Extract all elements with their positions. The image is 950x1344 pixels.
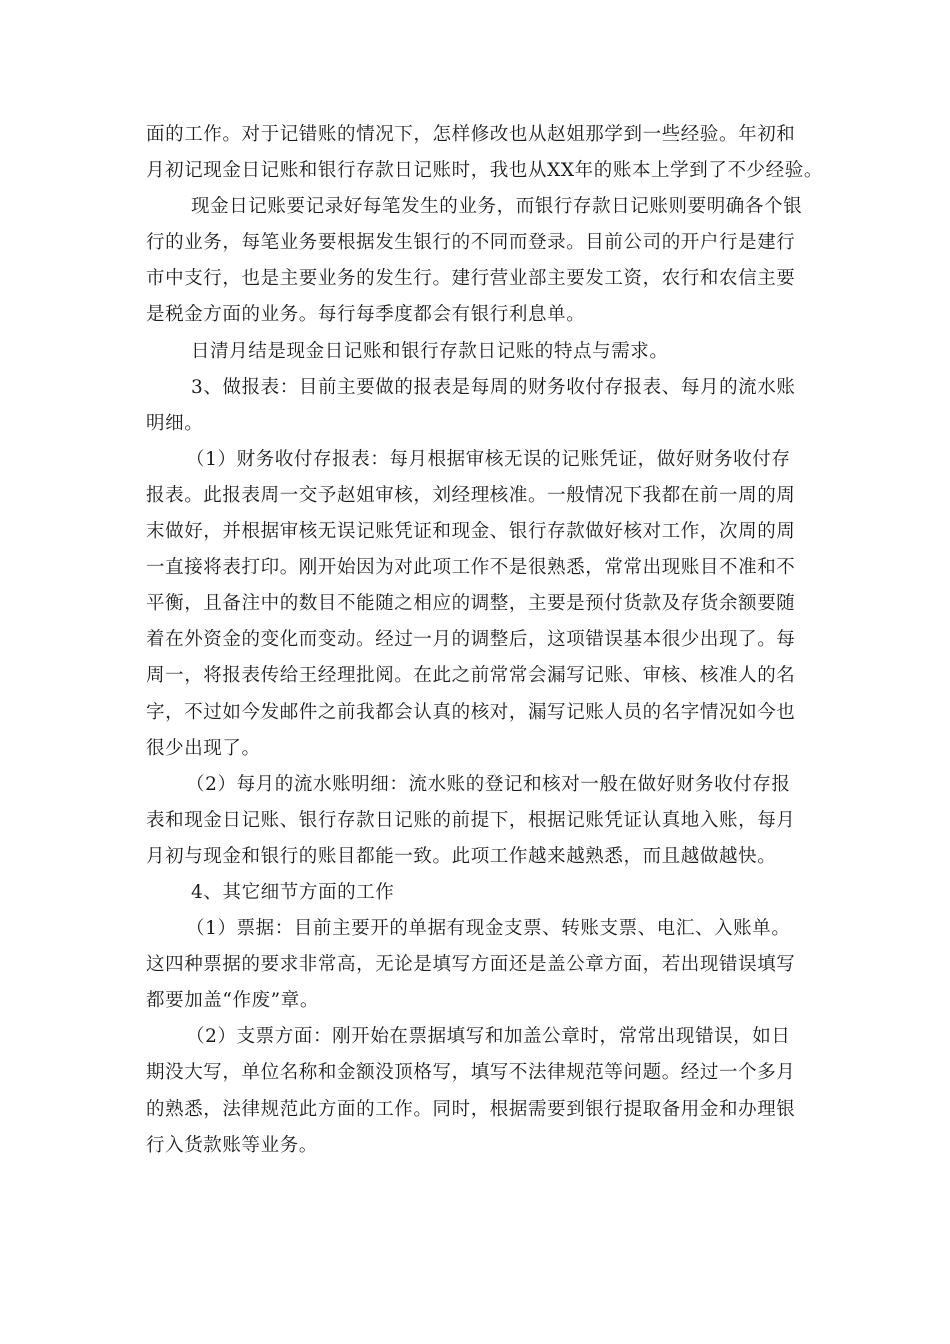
text-line: 字，不过如今发邮件之前我都会认真的核对，漏写记账人员的名字情况如今也 xyxy=(146,701,796,723)
text-line: 表和现金日记账、银行存款日记账的前提下，根据记账凭证认真地入账，每月 xyxy=(146,809,796,831)
text-line: 报表。此报表周一交予赵姐审核，刘经理核准。一般情况下我都在前一周的周 xyxy=(146,484,796,506)
text-line: 很少出现了。 xyxy=(146,737,261,759)
text-line: 这四种票据的要求非常高，无论是填写方面还是盖公章方面，若出现错误填写 xyxy=(146,954,796,976)
paragraph-first-line: 日清月结是现金日记账和银行存款日记账的特点与需求。 xyxy=(191,340,669,362)
subsection-first-line: （2）支票方面：刚开始在票据填写和加盖公章时，常常出现错误，如日 xyxy=(186,1026,791,1048)
text-line: 周一，将报表传给王经理批阅。在此之前常常会漏写记账、审核、核准人的名 xyxy=(146,665,796,687)
text-line: 行入货款账等业务。 xyxy=(146,1134,318,1156)
text-line: 都要加盖“作废”章。 xyxy=(146,990,319,1012)
text-line: 的熟悉，法律规范此方面的工作。同时，根据需要到银行提取备用金和办理银 xyxy=(146,1098,796,1120)
text-line: 月初记现金日记账和银行存款日记账时，我也从XX年的账本上学到了不少经验。 xyxy=(146,160,823,182)
section-heading: 4、其它细节方面的工作 xyxy=(191,881,395,903)
paragraph-first-line: 现金日记账要记录好每笔发生的业务，而银行存款日记账则要明确各个银 xyxy=(191,196,803,218)
text-line: 市中支行，也是主要业务的发生行。建行营业部主要发工资，农行和农信主要 xyxy=(146,268,796,290)
text-line: 是税金方面的业务。每行每季度都会有银行利息单。 xyxy=(146,304,586,326)
text-line: 面的工作。对于记错账的情况下，怎样修改也从赵姐那学到一些经验。年初和 xyxy=(146,124,796,145)
section-heading: 3、做报表：目前主要做的报表是每周的财务收付存报表、每月的流水账 xyxy=(191,376,796,398)
text-line: 期没大写，单位名称和金额没顶格写，填写不法律规范等问题。经过一个多月 xyxy=(146,1062,796,1084)
text-line: 行的业务，每笔业务要根据发生银行的不同而登录。目前公司的开户行是建行 xyxy=(146,232,796,254)
subsection-first-line: （1）票据：目前主要开的单据有现金支票、转账支票、电汇、入账单。 xyxy=(186,918,791,940)
text-line: 一直接将表打印。刚开始因为对此项工作不是很熟悉，常常出现账目不准和不 xyxy=(146,557,796,579)
text-line: 平衡，且备注中的数目不能随之相应的调整，主要是预付货款及存货余额要随 xyxy=(146,593,796,615)
text-line: 着在外资金的变化而变动。经过一月的调整后，这项错误基本很少出现了。每 xyxy=(146,629,796,651)
subsection-first-line: （2）每月的流水账明细：流水账的登记和核对一般在做好财务收付存报 xyxy=(186,773,791,795)
subsection-first-line: （1）财务收付存报表：每月根据审核无误的记账凭证，做好财务收付存 xyxy=(186,448,791,470)
document-body xyxy=(146,117,826,1164)
text-line: 末做好，并根据审核无误记账凭证和现金、银行存款做好核对工作，次周的周 xyxy=(146,521,796,543)
text-line: 月初与现金和银行的账目都能一致。此项工作越来越熟悉，而且越做越快。 xyxy=(146,845,777,867)
text-line: 明细。 xyxy=(146,412,204,434)
